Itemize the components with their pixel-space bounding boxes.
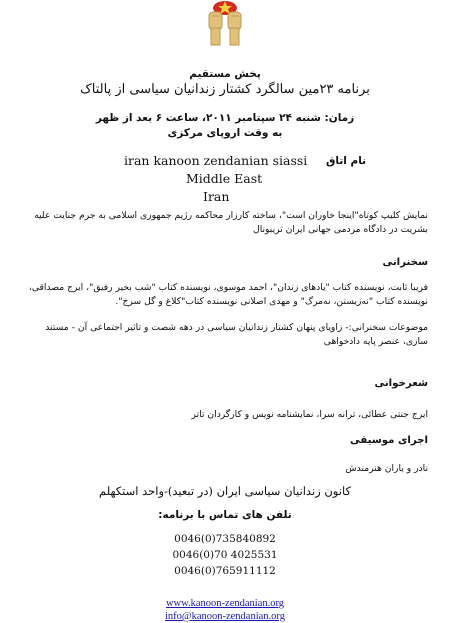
organizer: کانون زندانیان سیاسی ایران (در تبعید)-واحد استکهلم xyxy=(99,484,351,498)
room-row xyxy=(0,153,450,171)
timezone-line: به وقت اروپای مرکزی xyxy=(167,127,283,139)
program-title: برنامه ۲۳مین سالگرد کشتار زندانیان سیاسی از پالتاک xyxy=(80,82,370,97)
email-row xyxy=(0,604,450,623)
phone-3: 0046(0)765911112 xyxy=(174,565,276,577)
poetry-title: شعرخوانی xyxy=(374,378,428,389)
contact-label: تلفن های تماس با برنامه: xyxy=(158,509,292,521)
poetry-body: ایرج جنتی عطائی، ترانه سرا، نمایشنامه نویس و کارگردان تاتر xyxy=(191,409,428,420)
speakers-body: فریبا ثابت، نویسنده کتاب "یادهای زندان"، احمد موسوی، نویسنده کتاب "شب بخیر رفیق"، ایرج مصداقی، نویسنده کتاب "نه‌زیستن، نه‌مرگ" و مهدی اصلانی نویسنده کتاب"کلاغ و گل سرخ". xyxy=(28,282,428,307)
website-link[interactable]: www.kanoon-zendanian.org xyxy=(165,598,285,609)
room-name: iran kanoon zendanian siassi xyxy=(124,153,308,168)
intro-text: نمایش کلیپ کوتاه"اینجا خاوران است"، ساخته کارزار محاکمه رژیم جمهوری اسلامی به جرم جنایت علیه بشریت در دادگاه مردمی جهانی ایران تریبونال xyxy=(34,210,428,235)
speakers-topics: موضوعات سخنرانی:- زاویای پنهان کشتار زندانیان سیاسی در دهه شصت و تاثیر اجتماعی آن - مستند سازی، عنصر پایه دادخواهی xyxy=(45,322,428,347)
phone-1: 0046(0)735840892 xyxy=(174,533,276,545)
music-title: اجرای موسیقی xyxy=(349,435,428,446)
room-label: نام اتاق xyxy=(326,155,367,167)
speakers-title: سخنرانی xyxy=(382,257,428,268)
datetime-line: زمان: شنبه ۲۴ سپتامبر ۲۰۱۱، ساعت ۶ بعد از ظهر xyxy=(95,112,355,124)
raised-fists-logo-icon xyxy=(196,0,254,46)
music-body: نادر و یاران هنرمندش xyxy=(345,463,428,474)
room-category: Middle East xyxy=(186,171,263,186)
live-label: پخش مستقیم xyxy=(189,68,261,80)
room-subcategory: Iran xyxy=(203,189,230,204)
phone-2: 0046(0)70 4025531 xyxy=(172,549,278,561)
email-link[interactable]: info@kanoon-zendanian.org xyxy=(165,611,285,622)
